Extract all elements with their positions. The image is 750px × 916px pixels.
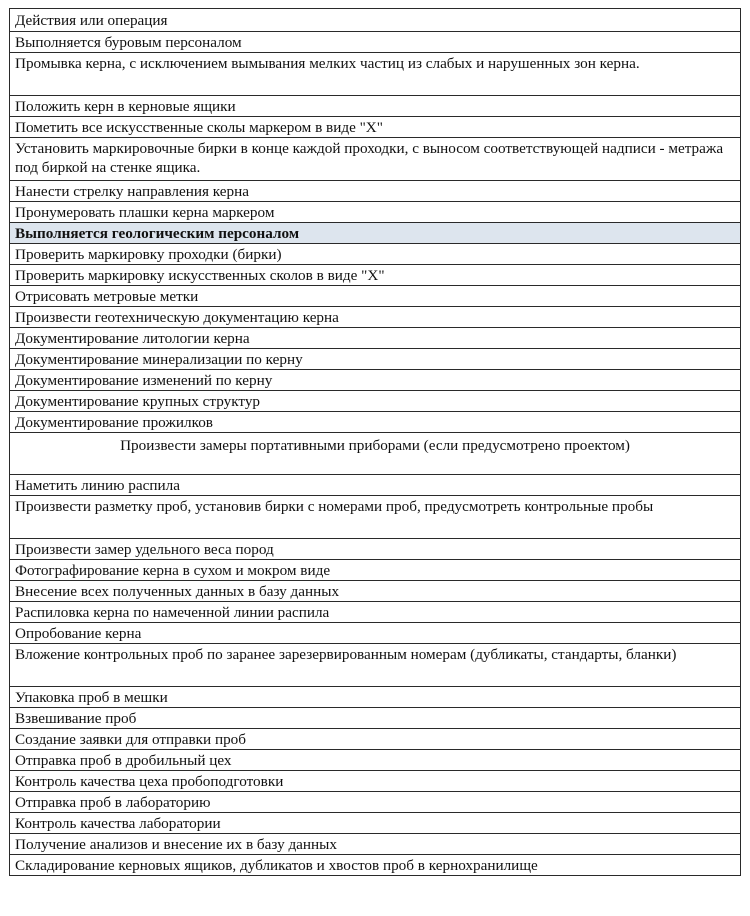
table-row	[10, 623, 741, 644]
table-row	[10, 265, 741, 286]
table-cell: Промывка керна, с исключением вымывания мелких частиц из слабых и нарушенных зон керна.	[10, 53, 741, 96]
table-cell: Получение анализов и внесение их в базу данных	[10, 834, 741, 855]
table-cell: Произвести замер удельного веса пород	[10, 539, 741, 560]
table-row	[10, 370, 741, 391]
table-cell: Пронумеровать плашки керна маркером	[10, 202, 741, 223]
table-row	[10, 328, 741, 349]
operations-table	[9, 8, 741, 876]
table-cell: Документирование крупных структур	[10, 391, 741, 412]
table-row	[10, 475, 741, 496]
table-row	[10, 307, 741, 328]
operations-table-body	[10, 9, 741, 876]
table-cell: Отправка проб в дробильный цех	[10, 750, 741, 771]
table-cell: Создание заявки для отправки проб	[10, 729, 741, 750]
table-cell: Фотографирование керна в сухом и мокром виде	[10, 560, 741, 581]
table-row	[10, 855, 741, 876]
table-row	[10, 202, 741, 223]
table-row	[10, 117, 741, 138]
table-row	[10, 138, 741, 181]
table-row	[10, 412, 741, 433]
table-row	[10, 32, 741, 53]
table-cell: Наметить линию распила	[10, 475, 741, 496]
table-cell: Нанести стрелку направления керна	[10, 181, 741, 202]
table-row	[10, 602, 741, 623]
table-row	[10, 496, 741, 539]
table-row	[10, 750, 741, 771]
table-row	[10, 181, 741, 202]
table-cell: Распиловка керна по намеченной линии распила	[10, 602, 741, 623]
table-cell: Внесение всех полученных данных в базу данных	[10, 581, 741, 602]
table-row	[10, 244, 741, 265]
table-row	[10, 834, 741, 855]
table-cell: Опробование керна	[10, 623, 741, 644]
table-cell: Положить керн в керновые ящики	[10, 96, 741, 117]
table-cell: Выполняется буровым персоналом	[10, 32, 741, 53]
table-row	[10, 687, 741, 708]
table-cell: Отправка проб в лабораторию	[10, 792, 741, 813]
table-row	[10, 286, 741, 307]
table-row	[10, 644, 741, 687]
section-title-cell: Выполняется геологическим персоналом	[10, 223, 741, 244]
table-cell: Складирование керновых ящиков, дубликатов и хвостов проб в кернохранилище	[10, 855, 741, 876]
table-row	[10, 792, 741, 813]
table-row	[10, 729, 741, 750]
table-cell: Установить маркировочные бирки в конце каждой проходки, с выносом соответствующей надписи - метража под биркой на стенке ящика.	[10, 138, 741, 181]
table-row	[10, 560, 741, 581]
table-cell: Контроль качества лаборатории	[10, 813, 741, 834]
table-row	[10, 433, 741, 475]
table-row	[10, 391, 741, 412]
table-cell: Отрисовать метровые метки	[10, 286, 741, 307]
table-cell: Проверить маркировку проходки (бирки)	[10, 244, 741, 265]
table-cell: Пометить все искусственные сколы маркером в виде "Х"	[10, 117, 741, 138]
table-cell: Документирование литологии керна	[10, 328, 741, 349]
table-header-cell: Действия или операция	[10, 9, 741, 32]
table-cell: Вложение контрольных проб по заранее зарезервированным номерам (дубликаты, стандарты, бланки)	[10, 644, 741, 687]
table-row	[10, 539, 741, 560]
table-cell: Произвести разметку проб, установив бирки с номерами проб, предусмотреть контрольные пробы	[10, 496, 741, 539]
table-row	[10, 581, 741, 602]
table-row	[10, 349, 741, 370]
table-cell: Контроль качества цеха пробоподготовки	[10, 771, 741, 792]
table-cell: Документирование прожилков	[10, 412, 741, 433]
table-header-row	[10, 9, 741, 32]
table-row	[10, 813, 741, 834]
table-cell: Произвести замеры портативными приборами (если предусмотрено проектом)	[10, 433, 741, 475]
table-cell: Документирование минерализации по керну	[10, 349, 741, 370]
section-header-row	[10, 223, 741, 244]
table-cell: Упаковка проб в мешки	[10, 687, 741, 708]
table-cell: Документирование изменений по керну	[10, 370, 741, 391]
table-row	[10, 96, 741, 117]
table-row	[10, 708, 741, 729]
table-cell: Проверить маркировку искусственных сколов в виде "Х"	[10, 265, 741, 286]
table-row	[10, 771, 741, 792]
table-cell: Взвешивание проб	[10, 708, 741, 729]
table-cell: Произвести геотехническую документацию керна	[10, 307, 741, 328]
table-row	[10, 53, 741, 96]
